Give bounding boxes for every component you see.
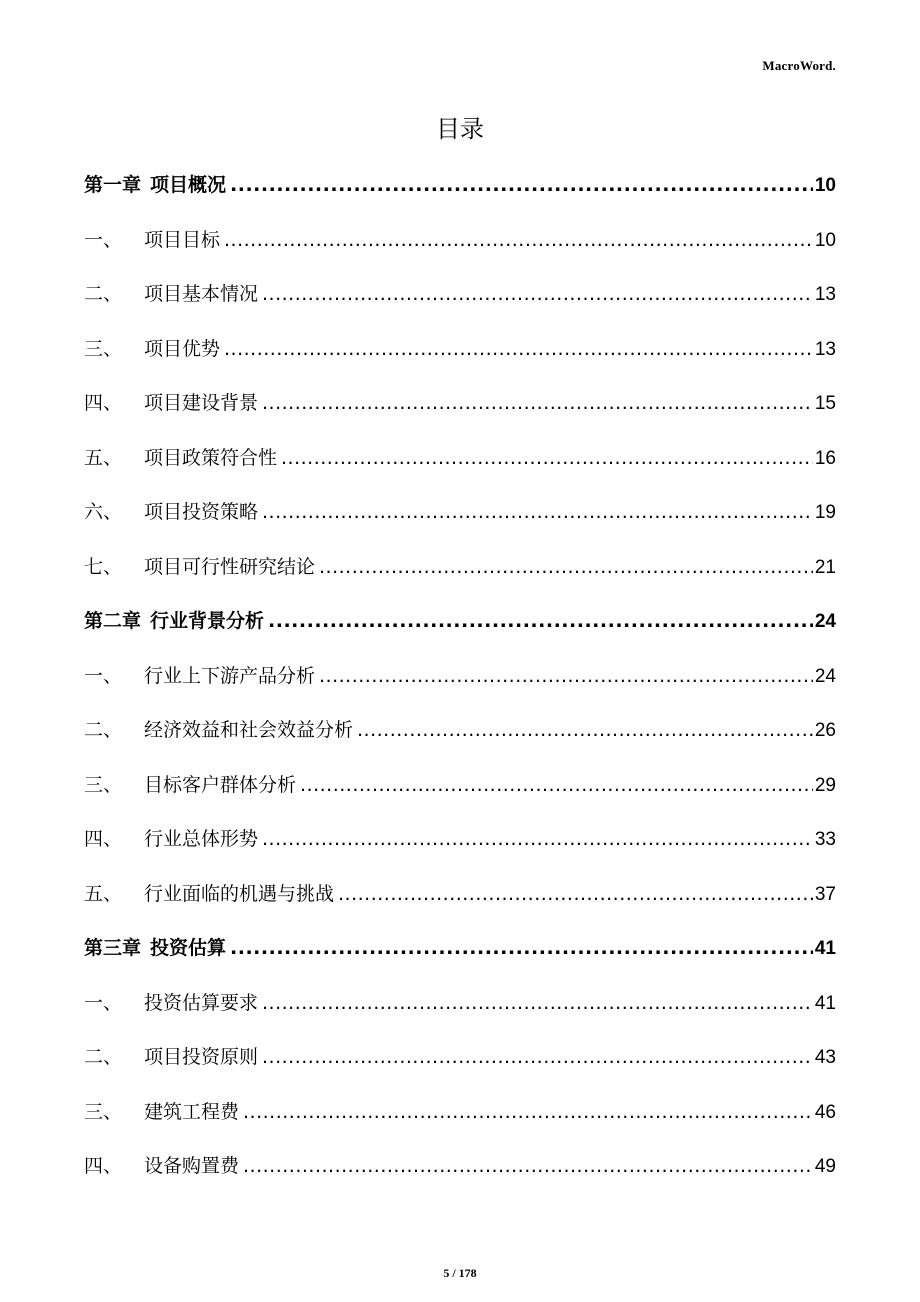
toc-entry-label: 项目投资策略 bbox=[144, 501, 259, 523]
page-number: 5 / 178 bbox=[443, 1266, 477, 1280]
toc-entry-page: 13 bbox=[814, 338, 836, 360]
toc-entry-number: 一、 bbox=[84, 228, 123, 251]
toc-entry-page: 26 bbox=[814, 720, 836, 741]
dot-leader bbox=[319, 657, 813, 695]
toc-entry-page: 13 bbox=[814, 284, 836, 305]
toc-entry-number: 第一章 bbox=[84, 174, 142, 196]
toc-entry-number: 第二章 bbox=[84, 610, 142, 632]
toc-entry-number: 四、 bbox=[84, 1155, 123, 1177]
toc-entry-chapter[interactable] bbox=[84, 602, 836, 657]
dot-leader bbox=[281, 439, 813, 477]
toc-entry-number: 三、 bbox=[84, 1100, 123, 1123]
toc-entry-number: 第三章 bbox=[84, 937, 142, 959]
toc-entry-label: 项目政策符合性 bbox=[144, 446, 278, 469]
toc-entry-page: 37 bbox=[814, 883, 836, 905]
dot-leader bbox=[262, 1038, 813, 1076]
toc-entry-number: 二、 bbox=[84, 1046, 123, 1068]
dot-leader bbox=[262, 275, 813, 313]
toc-entry-number: 二、 bbox=[84, 283, 123, 305]
table-of-contents bbox=[84, 166, 836, 1202]
toc-entry-section[interactable] bbox=[84, 766, 836, 821]
toc-entry-number: 三、 bbox=[84, 773, 123, 796]
toc-entry-section[interactable] bbox=[84, 711, 836, 766]
dot-leader bbox=[243, 1147, 813, 1185]
toc-entry-label: 目标客户群体分析 bbox=[144, 773, 297, 796]
toc-entry-section[interactable] bbox=[84, 384, 836, 439]
toc-entry-page: 29 bbox=[814, 774, 836, 796]
toc-entry-page: 49 bbox=[814, 1156, 836, 1177]
toc-entry-number: 四、 bbox=[84, 828, 123, 850]
toc-entry-page: 10 bbox=[814, 229, 836, 251]
toc-entry-page: 15 bbox=[814, 393, 836, 414]
toc-entry-section[interactable] bbox=[84, 657, 836, 712]
toc-entry-page: 43 bbox=[814, 1047, 836, 1068]
dot-leader bbox=[230, 929, 813, 967]
toc-entry-section[interactable] bbox=[84, 820, 836, 875]
toc-entry-section[interactable] bbox=[84, 221, 836, 276]
toc-entry-label: 经济效益和社会效益分析 bbox=[144, 719, 354, 741]
dot-leader bbox=[262, 384, 813, 422]
toc-entry-section[interactable] bbox=[84, 548, 836, 603]
toc-entry-label: 投资估算 bbox=[150, 937, 227, 959]
toc-entry-section[interactable] bbox=[84, 439, 836, 494]
toc-entry-number: 二、 bbox=[84, 719, 123, 741]
toc-entry-section[interactable] bbox=[84, 330, 836, 385]
toc-entry-number: 七、 bbox=[84, 555, 123, 578]
toc-title: 目录 bbox=[436, 115, 484, 143]
dot-leader bbox=[224, 221, 813, 259]
toc-entry-label: 项目优势 bbox=[144, 337, 221, 360]
toc-entry-number: 一、 bbox=[84, 664, 123, 687]
dot-leader bbox=[262, 493, 813, 531]
dot-leader bbox=[357, 711, 813, 749]
toc-entry-chapter[interactable] bbox=[84, 166, 836, 221]
toc-entry-section[interactable] bbox=[84, 1147, 836, 1202]
toc-entry-number: 一、 bbox=[84, 991, 123, 1014]
toc-entry-label: 行业总体形势 bbox=[144, 828, 259, 850]
toc-entry-page: 24 bbox=[814, 611, 836, 632]
toc-entry-number: 四、 bbox=[84, 392, 123, 414]
toc-entry-page: 24 bbox=[814, 665, 836, 687]
dot-leader bbox=[243, 1093, 813, 1131]
toc-entry-page: 19 bbox=[814, 502, 836, 523]
toc-entry-page: 21 bbox=[814, 556, 836, 578]
toc-entry-label: 行业面临的机遇与挑战 bbox=[144, 882, 335, 905]
toc-entry-label: 设备购置费 bbox=[144, 1155, 240, 1177]
dot-leader bbox=[230, 166, 813, 204]
toc-entry-section[interactable] bbox=[84, 1038, 836, 1093]
toc-entry-label: 项目建设背景 bbox=[144, 392, 259, 414]
toc-entry-section[interactable] bbox=[84, 493, 836, 548]
dot-leader bbox=[268, 602, 813, 640]
toc-entry-label: 投资估算要求 bbox=[144, 991, 259, 1014]
toc-entry-page: 41 bbox=[814, 992, 836, 1014]
dot-leader bbox=[224, 330, 813, 368]
dot-leader bbox=[338, 875, 813, 913]
toc-entry-section[interactable] bbox=[84, 1093, 836, 1148]
dot-leader bbox=[262, 820, 813, 858]
toc-entry-number: 六、 bbox=[84, 501, 123, 523]
toc-entry-chapter[interactable] bbox=[84, 929, 836, 984]
dot-leader bbox=[300, 766, 813, 804]
toc-entry-label: 项目目标 bbox=[144, 228, 221, 251]
toc-entry-label: 项目可行性研究结论 bbox=[144, 555, 316, 578]
toc-entry-page: 10 bbox=[814, 175, 836, 196]
toc-entry-number: 五、 bbox=[84, 446, 123, 469]
toc-entry-page: 33 bbox=[814, 829, 836, 850]
toc-entry-label: 项目概况 bbox=[150, 174, 227, 196]
toc-entry-page: 16 bbox=[814, 447, 836, 469]
toc-entry-label: 行业上下游产品分析 bbox=[144, 664, 316, 687]
toc-entry-section[interactable] bbox=[84, 984, 836, 1039]
toc-entry-label: 建筑工程费 bbox=[144, 1100, 240, 1123]
toc-entry-number: 五、 bbox=[84, 882, 123, 905]
toc-entry-section[interactable] bbox=[84, 875, 836, 930]
toc-entry-label: 行业背景分析 bbox=[150, 610, 265, 632]
dot-leader bbox=[319, 548, 813, 586]
toc-entry-label: 项目投资原则 bbox=[144, 1046, 259, 1068]
toc-entry-section[interactable] bbox=[84, 275, 836, 330]
toc-entry-number: 三、 bbox=[84, 337, 123, 360]
toc-entry-label: 项目基本情况 bbox=[144, 283, 259, 305]
header-brand: MacroWord. bbox=[762, 58, 836, 73]
toc-entry-page: 41 bbox=[814, 938, 836, 959]
toc-entry-page: 46 bbox=[814, 1101, 836, 1123]
dot-leader bbox=[262, 984, 813, 1022]
